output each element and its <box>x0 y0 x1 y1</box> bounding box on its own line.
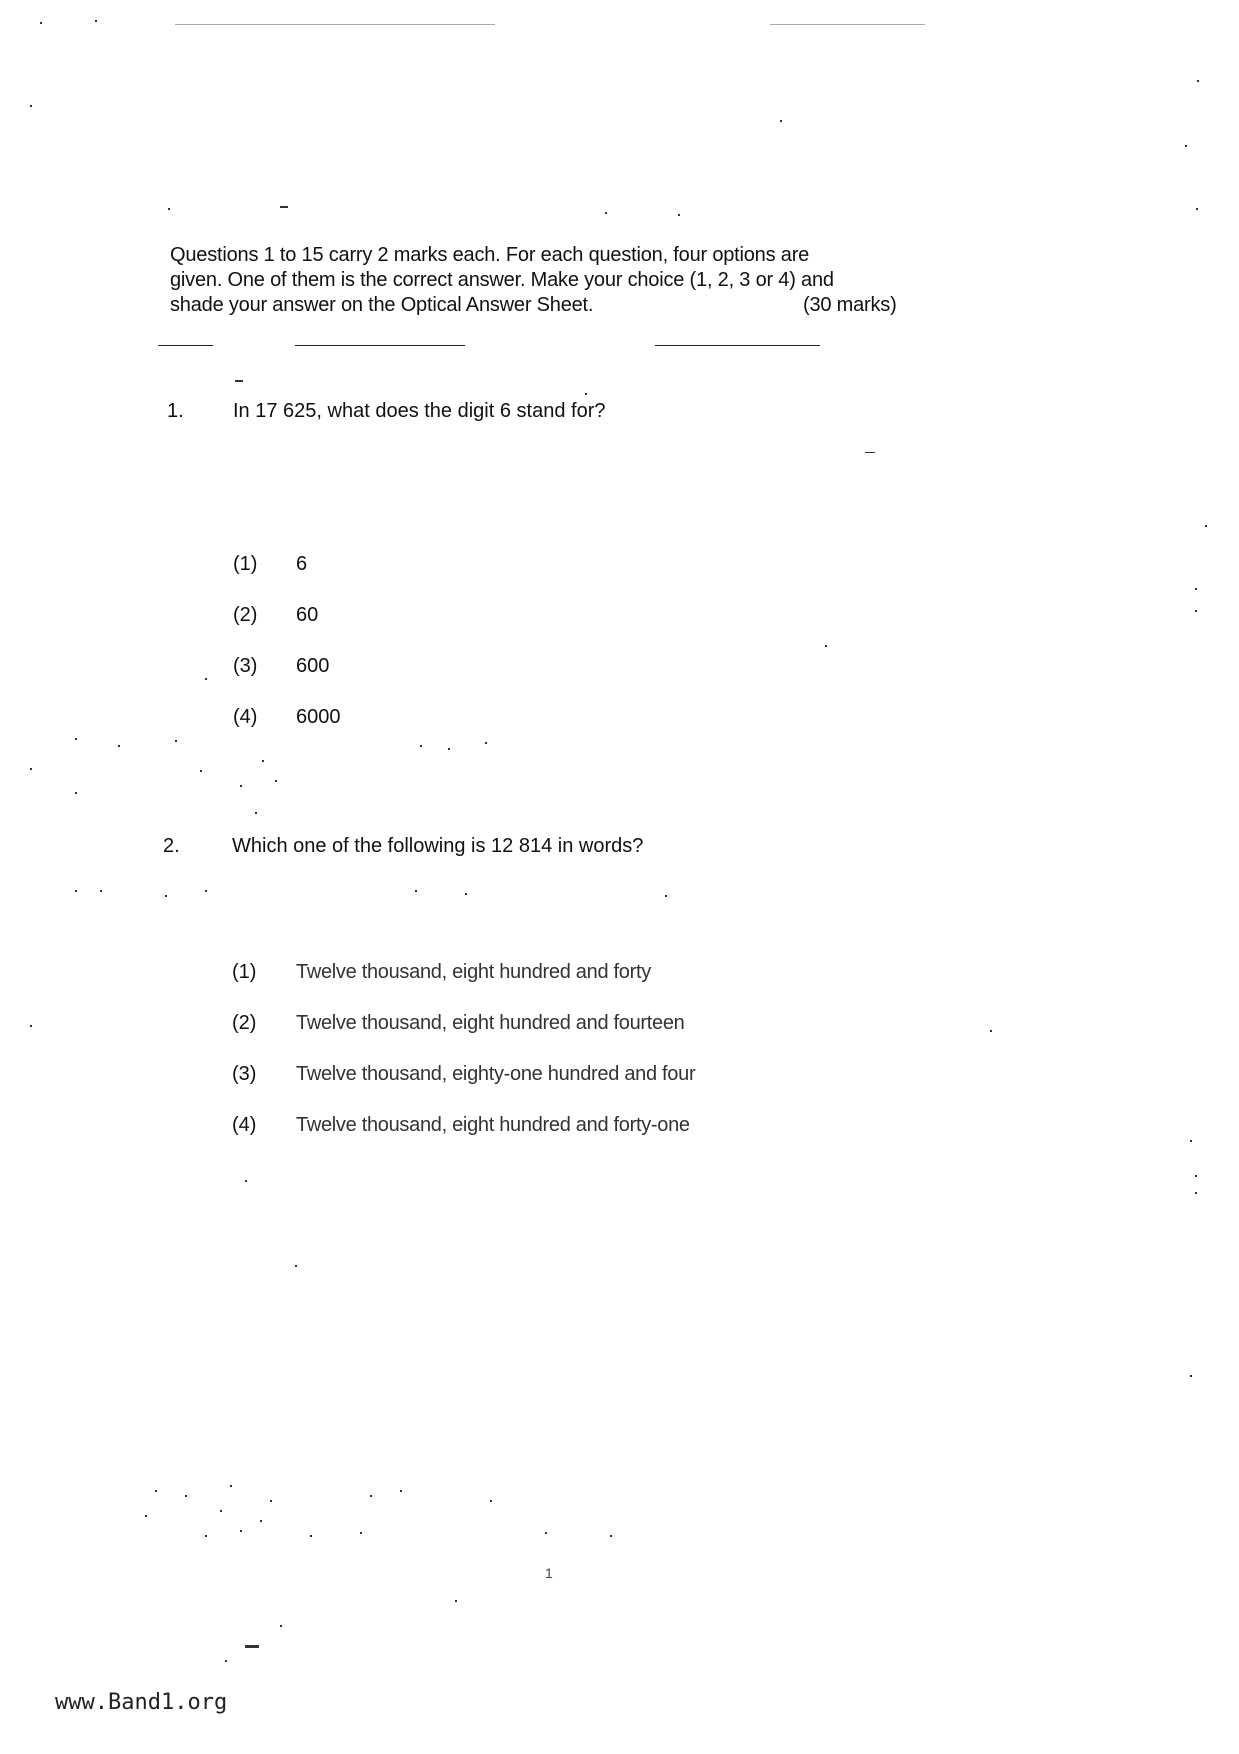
scan-noise <box>75 792 77 794</box>
option-text: Twelve thousand, eight hundred and forty <box>296 961 651 983</box>
scan-noise <box>100 890 102 892</box>
scan-noise <box>585 393 587 395</box>
scan-noise <box>610 1535 612 1537</box>
option-text: Twelve thousand, eighty-one hundred and four <box>296 1063 696 1085</box>
scan-noise <box>455 1600 457 1602</box>
scan-noise <box>1185 145 1187 147</box>
instructions-line-3 <box>170 293 960 318</box>
option-label: (1) <box>233 553 258 575</box>
option-label: (3) <box>232 1063 257 1085</box>
scan-noise <box>310 1535 312 1537</box>
option-text: 6000 <box>296 706 341 728</box>
scan-noise <box>1195 1175 1197 1177</box>
question-number: 1. <box>167 400 184 422</box>
option-label: (3) <box>233 655 258 677</box>
scan-noise <box>275 780 277 782</box>
scan-noise <box>665 895 667 897</box>
option-text: 600 <box>296 655 330 677</box>
scan-noise <box>225 1660 227 1662</box>
option-label: (2) <box>233 604 258 626</box>
scan-noise <box>200 770 202 772</box>
option-label: (4) <box>233 706 258 728</box>
scan-noise <box>118 745 120 747</box>
scan-noise <box>30 1025 32 1027</box>
scan-noise <box>1197 80 1199 82</box>
page-number: 1 <box>545 1565 553 1581</box>
scan-noise <box>245 1645 259 1648</box>
scan-noise <box>1195 588 1197 590</box>
scan-noise <box>155 1490 157 1492</box>
scan-noise <box>280 206 288 208</box>
instructions-line-1: Questions 1 to 15 carry 2 marks each. For each question, four options are <box>170 244 810 266</box>
option-label: (2) <box>232 1012 257 1034</box>
scan-noise <box>605 212 607 214</box>
scan-noise <box>295 1265 297 1267</box>
question-number: 2. <box>163 835 180 857</box>
divider-line <box>655 345 820 346</box>
scan-noise <box>175 740 177 742</box>
scan-noise <box>260 1520 262 1522</box>
scan-noise <box>865 452 875 453</box>
scan-noise <box>825 645 827 647</box>
scan-noise <box>235 380 243 382</box>
total-marks: (30 marks) <box>803 294 897 316</box>
scan-noise <box>1196 208 1198 210</box>
scan-noise <box>400 1490 402 1492</box>
scan-noise <box>240 785 242 787</box>
scan-noise <box>270 1500 272 1502</box>
option-text: Twelve thousand, eight hundred and forty-one <box>296 1114 690 1136</box>
scan-noise <box>770 24 925 25</box>
scan-noise <box>168 208 170 210</box>
scan-noise <box>360 1532 362 1534</box>
scan-noise <box>185 1495 187 1497</box>
option-text: 60 <box>296 604 319 626</box>
option-label: (4) <box>232 1114 257 1136</box>
scan-noise <box>165 895 167 897</box>
scan-noise <box>490 1500 492 1502</box>
scan-noise <box>780 120 782 122</box>
scan-noise <box>1195 610 1197 612</box>
scan-noise <box>145 1515 147 1517</box>
scan-noise <box>678 214 680 216</box>
scan-noise <box>262 760 264 762</box>
scan-noise <box>1190 1375 1192 1377</box>
divider-line <box>158 345 213 346</box>
scan-noise <box>175 24 495 25</box>
scan-noise <box>1190 1140 1192 1142</box>
scan-noise <box>545 1532 547 1534</box>
scan-noise <box>420 745 422 747</box>
scan-noise <box>465 893 467 895</box>
scan-noise <box>245 1180 247 1182</box>
question-text: In 17 625, what does the digit 6 stand for? <box>233 400 606 422</box>
scan-noise <box>30 105 32 107</box>
instructions-block <box>170 243 960 318</box>
scan-noise <box>990 1030 992 1032</box>
scan-noise <box>415 890 417 892</box>
scan-noise <box>240 1530 242 1532</box>
option-label: (1) <box>232 961 257 983</box>
scan-noise <box>205 1535 207 1537</box>
option-text: Twelve thousand, eight hundred and fourteen <box>296 1012 685 1034</box>
scan-noise <box>75 738 77 740</box>
instructions-line-3-text: shade your answer on the Optical Answer Sheet. <box>170 294 594 316</box>
scan-noise <box>1205 525 1207 527</box>
question-text: Which one of the following is 12 814 in words? <box>232 835 644 857</box>
scan-noise <box>220 1510 222 1512</box>
scan-noise <box>448 748 450 750</box>
watermark: www.Band1.org <box>55 1690 228 1715</box>
scan-noise <box>95 20 97 22</box>
scan-noise <box>30 768 32 770</box>
scan-noise <box>280 1625 282 1627</box>
divider-line <box>295 345 465 346</box>
scan-noise <box>75 890 77 892</box>
option-text: 6 <box>296 553 308 575</box>
scan-noise <box>205 678 207 680</box>
scan-noise <box>205 890 207 892</box>
scan-noise <box>40 22 42 24</box>
instructions-line-2: given. One of them is the correct answer. Make your choice (1, 2, 3 or 4) and <box>170 269 834 291</box>
scan-noise <box>1195 1192 1197 1194</box>
scan-noise <box>485 742 487 744</box>
scan-noise <box>230 1485 232 1487</box>
scan-noise <box>370 1495 372 1497</box>
scan-noise <box>255 812 257 814</box>
